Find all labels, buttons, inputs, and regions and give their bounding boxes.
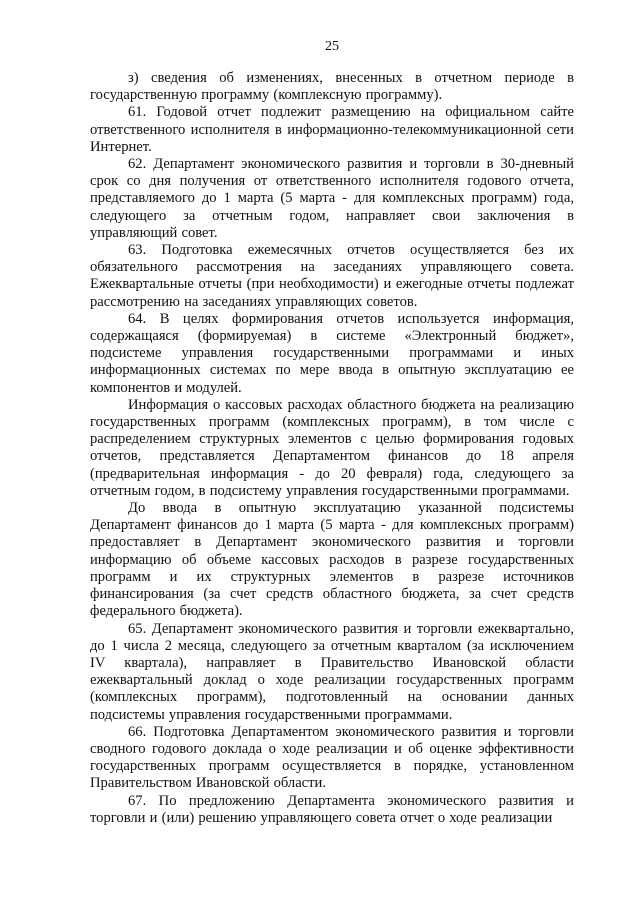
paragraph-64-before-launch: До ввода в опытную эксплуатацию указанной подсистемы Департамент финансов до 1 марта (5 марта - для комплексных программ) предоставляет в Департамент экономического развития и торговли информацию об объеме кассовых расходов в разрезе государственных программ и их структурных элементов в разрезе источников финансирования (за счет средств областного бюджета, за счет средств федерального бюджета). (90, 500, 574, 620)
paragraph-66: 66. Подготовка Департаментом экономического развития и торговли сводного годового доклада о ходе реализации и об оценке эффективности государственных программ осуществляется в порядке, установленном Правительством Ивановской области. (90, 723, 574, 792)
paragraph-67: 67. По предложению Департамента экономического развития и торговли и (или) решению управляющего совета отчет о ходе реализации (90, 792, 574, 826)
page-number: 25 (325, 39, 339, 54)
paragraph-63: 63. Подготовка ежемесячных отчетов осуществляется без их обязательного рассмотрения на заседаниях управляющего совета. Ежеквартальные отчеты (при необходимости) и ежегодные отчеты подлежат рассмотрению на заседаниях управляющих советов. (90, 242, 574, 310)
document-body (90, 70, 574, 827)
paragraph-65: 65. Департамент экономического развития и торговли ежеквартально, до 1 числа 2 месяца, следующего за отчетным кварталом (за исключением IV квартала), направляет в Правительство Ивановской области ежеквартальный доклад о ходе реализации государственных программ (комплексных программ), подготовленный на основании данных подсистемы управления государственными программами. (90, 620, 574, 723)
paragraph-item-z: з) сведения об изменениях, внесенных в отчетном периоде в государственную программу (комплексную программу). (90, 70, 574, 104)
paragraph-61: 61. Годовой отчет подлежит размещению на официальном сайте ответственного исполнителя в информационно-телекоммуникационной сети Интернет. (90, 104, 574, 155)
paragraph-64-cash-expenses: Информация о кассовых расходах областного бюджета на реализацию государственных программ (комплексных программ), в том числе с распределением структурных элементов с целью формирования годовых отчетов, представляется Департаментом финансов до 18 апреля (предварительная информация - до 20 февраля) года, следующего за отчетным годом, в подсистему управления государственными программами. (90, 396, 574, 499)
paragraph-64: 64. В целях формирования отчетов используется информация, содержащаяся (формируемая) в системе «Электронный бюджет», подсистеме управления государственными программами и иных информационных системах по мере ввода в опытную эксплуатацию ее компонентов и модулей. (90, 310, 574, 396)
paragraph-62: 62. Департамент экономического развития и торговли в 30-дневный срок со дня получения от ответственного исполнителя годового отчета, представляемого до 1 марта (5 марта - для комплексных программ) года, следующего за отчетным годом, направляет свои заключения в управляющий совет. (90, 156, 574, 241)
